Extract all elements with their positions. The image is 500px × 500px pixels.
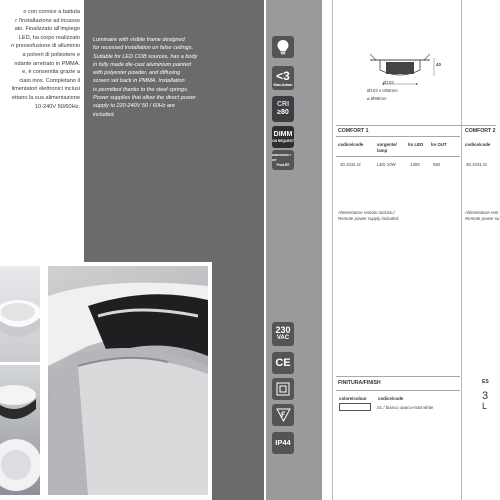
dimm-label: DIMM	[273, 130, 293, 138]
comfort2-title: COMFORT 2	[465, 128, 496, 134]
ip44-icon	[272, 432, 294, 454]
italian-line: n pressofusione di alluminio	[10, 43, 80, 50]
comfort1-title: COMFORT 1	[338, 128, 369, 134]
column-divider	[461, 0, 462, 500]
finish-header-colour: colore/colour	[339, 396, 367, 401]
dimension-width: Ø103	[383, 80, 394, 85]
comfort1-header-code: codice/code	[338, 142, 364, 147]
comfort1-lamp: LED 10W	[377, 162, 396, 167]
macadam-label: MacAdam	[273, 81, 293, 87]
product-photo-bottom	[0, 365, 40, 495]
voltage-unit: VAC	[276, 335, 290, 341]
comfort1-header-lm-out: lm OUT	[431, 142, 447, 147]
cri-value: ≥80	[277, 109, 289, 116]
english-line: supply to 220-240V 50 / 60Hz are	[93, 103, 175, 110]
note-line: Alimentatore rem	[465, 210, 499, 215]
edge-letter: L	[482, 401, 488, 411]
macadam-value: <3	[276, 68, 290, 83]
comfort1-header-lm-led: lm LED	[408, 142, 424, 147]
section-divider	[336, 125, 496, 126]
emergency-label: EMERGENCY KIT	[272, 152, 292, 162]
comfort1-lm-out: 950	[433, 162, 441, 167]
italian-line: ciaio inox. Completano il	[19, 77, 80, 84]
section-divider	[336, 376, 460, 377]
hole-icon: ⌀	[367, 96, 371, 101]
dimm-sub: ON REQUEST	[272, 138, 294, 143]
finish-header-code: codice/code	[378, 396, 404, 401]
comfort1-note	[338, 210, 399, 222]
note-line: Remote power supply included.	[338, 216, 400, 221]
english-line: is permitted thanks to the steel springs.	[93, 86, 189, 93]
english-line: for recessed installation on false ceilings.	[93, 45, 193, 52]
italian-line: ndante arretrato in PMMA.	[14, 60, 80, 67]
hole-dimension	[367, 96, 387, 102]
italian-line: r l'installazione ad incasso	[15, 17, 80, 24]
italian-line: a polveri di poliestere e	[22, 51, 80, 58]
cri-label: CRI	[276, 101, 290, 108]
macadam-icon	[272, 66, 294, 90]
f-mark-icon	[272, 404, 294, 426]
note-line: Alimentatore remoto incluso./	[338, 210, 395, 215]
italian-line: limentatori elettronici inclusi	[11, 86, 80, 93]
table-divider	[336, 136, 460, 137]
italian-line: 10-240V 50/60Hz.	[34, 103, 80, 110]
ip-rating: IP44	[275, 438, 291, 447]
ce-mark-icon	[272, 352, 294, 374]
finish-title: FINITURA/FINISH	[338, 380, 381, 386]
comfort1-header-lamp: sorgente/ lamp	[377, 142, 397, 153]
dimension-height: 40	[436, 62, 441, 67]
edge-title: ES	[482, 379, 489, 385]
english-line: included.	[93, 111, 116, 118]
english-line: with polyester powder, and diffusing	[93, 70, 181, 77]
italian-line: o con cornice a battuta	[23, 9, 80, 15]
comfort2-note	[465, 210, 499, 222]
italian-line: e, è consentita grazie a	[22, 69, 80, 76]
english-line: screen set back in PMMA. Installation	[93, 78, 185, 85]
emergency-kit-icon	[272, 150, 294, 170]
english-line: Power supplies that allow the direct power	[93, 95, 196, 102]
emergency-sub: Prod.EE	[276, 162, 290, 167]
cri-icon	[272, 96, 294, 122]
product-photo-main	[48, 266, 208, 495]
comfort2-header-code: codice/code	[465, 142, 491, 147]
class-ii-icon	[272, 378, 294, 400]
product-photo-top	[0, 266, 40, 362]
english-line: Luminaire with visible frame designed	[93, 37, 185, 43]
italian-line: LED, ha corpo realizzato	[18, 34, 80, 41]
column-divider	[332, 0, 333, 500]
note-line: Remote power su	[465, 216, 500, 221]
finish-row: .01 / bianco opaco-matt white	[376, 405, 434, 410]
english-line: Suitable for LED COB sources, has a body	[93, 53, 198, 60]
voltage-icon	[272, 322, 294, 346]
bulb-icon	[272, 36, 294, 58]
english-line: in fully made die-cast aluminium painted	[93, 61, 191, 68]
english-description	[93, 36, 218, 119]
comfort2-code: 30.1031.t3	[466, 162, 487, 167]
dimm-icon	[272, 126, 294, 148]
italian-description	[0, 8, 84, 111]
italian-line: ettano la sua alimentazione	[11, 94, 80, 101]
ce-mark: CE	[275, 357, 291, 369]
table-divider	[336, 156, 460, 157]
comfort1-lm-led: 1300	[410, 162, 420, 167]
dimension-overall: Ø103 x H55mm	[367, 88, 398, 93]
hole-value: Ø98mm	[370, 96, 387, 101]
italian-line: ato. Finalizzato all'impiego	[14, 26, 80, 33]
white-colour-swatch	[339, 403, 371, 411]
edge-number: 3	[482, 390, 489, 402]
table-divider	[336, 390, 460, 391]
comfort1-code: 30.1031.t2	[340, 162, 361, 167]
voltage-value: 230	[275, 325, 291, 335]
